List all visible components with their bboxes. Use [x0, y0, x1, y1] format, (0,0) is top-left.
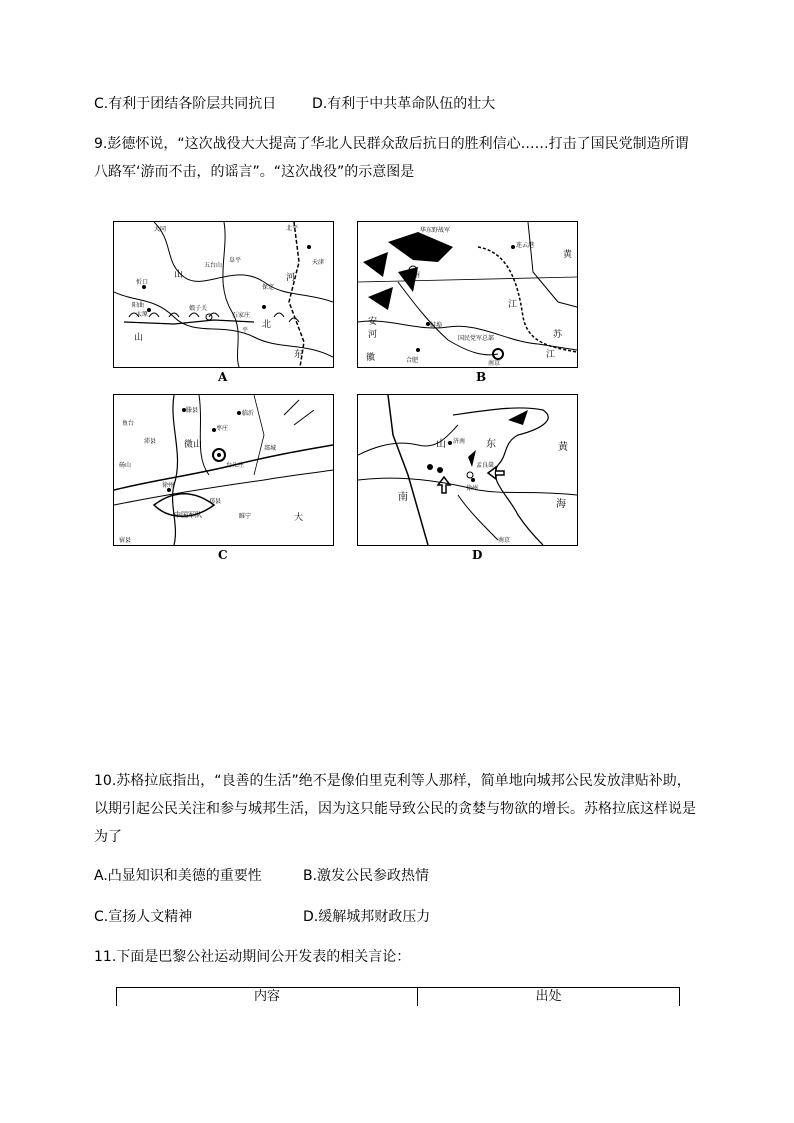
map-c-text-5: 沛县 [144, 438, 157, 445]
map-d-label: D [472, 548, 483, 562]
map-a-text-4: 阜平 [229, 257, 242, 264]
map-a-text-6: 忻口 [136, 279, 149, 286]
map-b-text-2: 徐州 [406, 271, 420, 279]
map-a-text-14: 娘子关 [189, 305, 208, 312]
map-b-text-4: 黄 [563, 250, 573, 260]
map-a-drawing [114, 222, 333, 367]
map-c-text-14: 宿县 [119, 537, 132, 544]
map-a [113, 221, 334, 368]
q11-table-header [116, 987, 680, 1006]
q9-stem-line-1: 9.彭德怀说，“这次战役大大提高了华北人民群众敌后抗日的胜利信心……打击了国民党制造所谓 [94, 136, 689, 152]
map-c-text-9: 台儿庄 [226, 462, 245, 469]
map-a-text-7: 阳曲 [132, 302, 145, 309]
q11-table-header-source: 出处 [535, 989, 562, 1004]
q10-stem-line-3: 为了 [94, 829, 122, 845]
q10-stem-line-2: 以期引起公民关注和参与城邦生活，因为这只能导致公民的贪婪与物欲的增长。苏格拉底这样说是 [94, 801, 696, 817]
map-b-text-13: 南京 [488, 360, 501, 367]
map-b-text-7: 安 [368, 317, 378, 327]
map-a-text-15: 石家庄 [232, 312, 251, 319]
map-b-text-6: 苏 [553, 330, 563, 340]
map-d [357, 394, 578, 546]
map-c-text-13: 睢宁 [239, 513, 252, 520]
map-a-text-16: 保定 [262, 284, 275, 291]
map-d-text-1: 济南 [453, 438, 466, 445]
map-c-text-7: 郯城 [264, 445, 277, 452]
map-c-text-10: 徐州 [162, 482, 175, 489]
map-a-text-11: 北 [262, 320, 272, 330]
q10-option-b: B.激发公民参政热情 [303, 868, 430, 884]
map-d-text-3: 东 [486, 439, 496, 450]
map-d-text-9: 南京 [498, 537, 511, 544]
map-a-label: A [218, 370, 228, 384]
map-a-text-13: 东 [294, 350, 304, 360]
map-d-text-2: 山 [436, 439, 446, 450]
map-b-label: B [476, 370, 487, 384]
q9-stem-line-2: 八路军‘游而不击，的谣言”。“这次战役”的示意图是 [94, 164, 415, 180]
q8-option-d: D.有利于中共革命队伍的壮大 [312, 96, 496, 112]
map-b-text-10: 合肥 [406, 357, 419, 364]
map-c-text-2: 临沂 [242, 410, 255, 417]
map-c-drawing [114, 395, 333, 545]
map-d-text-6: 徐州 [466, 485, 479, 492]
map-a-text-17: 平 [242, 327, 249, 334]
map-c-text-1: 滕县 [186, 407, 199, 414]
map-a-text-10: 河 [286, 273, 296, 283]
map-b-text-5: 江 [508, 300, 518, 310]
map-b-drawing [358, 222, 577, 367]
map-d-drawing [358, 395, 577, 545]
map-b-text-1: 华东野战军 [420, 227, 451, 234]
map-c-text-15: 大 [294, 513, 304, 523]
map-b-text-14: 江 [546, 350, 556, 360]
map-a-text-9: 山 [174, 270, 184, 280]
q11-table-header-content: 内容 [253, 989, 280, 1004]
map-a-text-3: 五台山 [204, 262, 223, 269]
map-d-text-8: 海 [556, 499, 566, 510]
map-d-text-5: 孟良崮 [476, 462, 495, 469]
q10-option-a: A.凸显知识和美德的重要性 [94, 868, 262, 884]
map-b-text-8: 河 [368, 330, 378, 340]
map-a-text-8: 太原 [136, 311, 149, 318]
q8-option-c: C.有利于团结各阶层共同抗日 [94, 96, 277, 112]
q11-stem: 11.下面是巴黎公社运动期间公开发表的相关言论： [94, 949, 411, 965]
map-c-text-12: 邳县 [209, 498, 222, 505]
map-b-text-9: 徽 [366, 353, 376, 363]
map-d-text-4: 黄 [558, 442, 568, 453]
map-c-text-8: 砀山 [119, 462, 132, 469]
map-c-text-3: 鱼台 [122, 420, 135, 427]
map-c-text-11: 中国军队 [174, 511, 202, 519]
map-a-text-2: 北平 [286, 225, 299, 232]
map-b-text-3: 连云港 [516, 242, 535, 249]
map-c-text-6: 微山 [184, 440, 203, 450]
map-a-text-1: 大同 [154, 226, 167, 233]
map-a-text-12: 山 [134, 333, 144, 343]
q10-stem-line-1: 10.苏格拉底指出，“良善的生活”绝不是像伯里克利等人那样，简单地向城邦公民发放津贴补助， [94, 773, 691, 789]
map-c-label: C [218, 548, 228, 562]
q10-option-c: C.宣扬人文精神 [94, 909, 193, 925]
map-a-text-5: 天津 [312, 259, 325, 266]
map-b-text-12: 国民党军总部 [458, 335, 495, 342]
map-d-text-7: 南 [398, 492, 408, 503]
map-c [113, 394, 334, 546]
map-b [357, 221, 578, 368]
q10-option-d: D.缓解城邦财政压力 [303, 909, 431, 925]
map-c-text-4: 枣庄 [216, 425, 229, 432]
map-b-text-11: 蚌埠 [430, 322, 443, 329]
